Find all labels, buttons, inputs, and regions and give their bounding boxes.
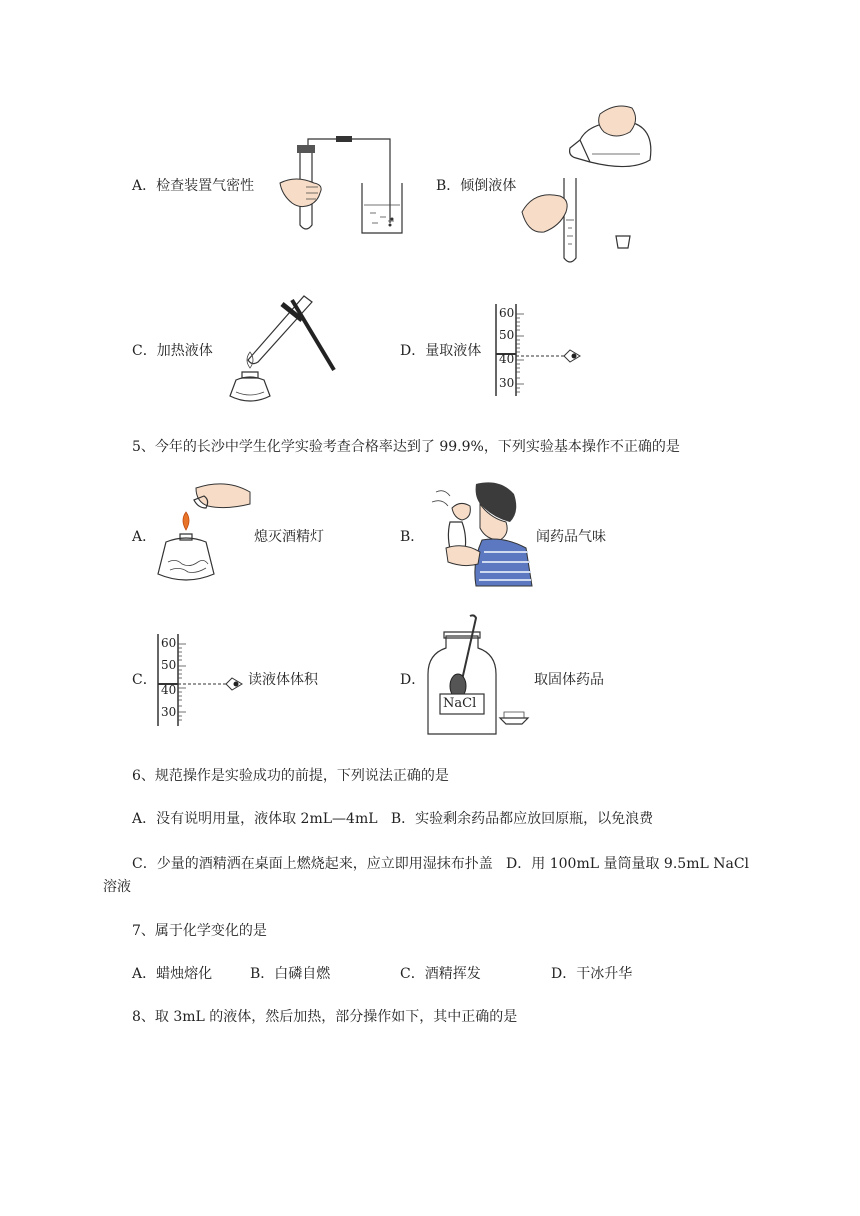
- q5-option-d-text: 取固体药品: [534, 672, 604, 688]
- q5-option-b-text: 闻药品气味: [536, 529, 606, 545]
- q6-options-line-3: 溶液: [103, 879, 131, 895]
- cylinder-tick-label: 60: [161, 636, 177, 650]
- q6-options-line-2: C．少量的酒精洒在桌面上燃烧起来，应立即用湿抹布扑盖 D．用 100mL 量筒量取 9.5mL NaCl: [132, 856, 750, 872]
- q4-option-a: A．检查装置气密性: [132, 178, 255, 194]
- q4-option-b: B．倾倒液体: [436, 178, 517, 194]
- nacl-bottle-label: NaCl: [443, 696, 477, 711]
- q4-option-d: D．量取液体: [400, 343, 482, 359]
- q5-option-d-letter: D．: [400, 672, 426, 688]
- q7-option-d: D．干冰升华: [551, 966, 633, 982]
- q7-option-a: A．蜡烛熔化: [132, 966, 213, 982]
- airtightness-check-figure: [270, 133, 405, 238]
- take-solid-chemical-figure: [424, 614, 536, 738]
- cylinder-tick-label: 40: [499, 352, 515, 366]
- q5-option-c-letter: C．: [132, 672, 157, 688]
- pouring-liquid-figure: [520, 100, 660, 268]
- extinguish-alcohol-lamp-figure: [156, 478, 252, 588]
- q4-option-c: C．加热液体: [132, 343, 213, 359]
- q8-stem: 8、取 3mL 的液体，然后加热，部分操作如下，其中正确的是: [132, 1009, 518, 1025]
- cylinder-tick-label: 30: [499, 376, 515, 390]
- cylinder-tick-label: 60: [499, 306, 515, 320]
- q7-option-c: C．酒精挥发: [400, 966, 481, 982]
- q7-option-b: B．白磷自燃: [250, 966, 331, 982]
- heating-liquid-figure: [222, 290, 340, 410]
- q5-stem: 5、今年的长沙中学生化学实验考查合格率达到了 99.9%，下列实验基本操作不正确的是: [132, 439, 680, 455]
- q5-option-a-letter: A．: [132, 529, 157, 545]
- q6-stem: 6、规范操作是实验成功的前提，下列说法正确的是: [132, 768, 449, 784]
- cylinder-tick-label: 50: [499, 328, 515, 342]
- q5-option-a-text: 熄灭酒精灯: [254, 529, 324, 545]
- q6-options-line-1: A．没有说明用量，液体取 2mL—4mL B．实验剩余药品都应放回原瓶，以免浪费: [132, 811, 654, 827]
- q5-option-c-text: 读液体体积: [248, 672, 318, 688]
- smell-chemical-figure: [424, 478, 534, 588]
- q5-option-b-letter: B．: [400, 529, 425, 545]
- cylinder-tick-label: 50: [161, 658, 177, 672]
- cylinder-tick-label: 40: [161, 683, 177, 697]
- cylinder-tick-label: 30: [161, 705, 177, 719]
- q7-stem: 7、属于化学变化的是: [132, 923, 267, 939]
